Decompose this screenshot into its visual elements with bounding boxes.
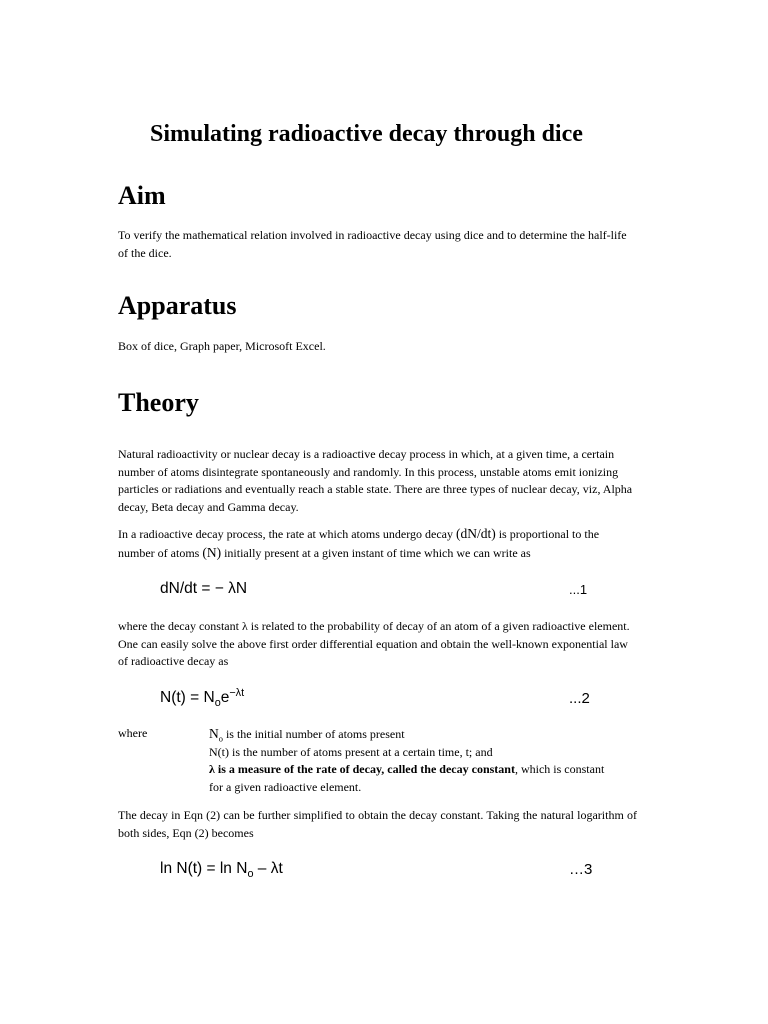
paragraph-text: is proportional to the number of atoms [118, 527, 600, 560]
apparatus-text: Box of dice, Graph paper, Microsoft Excel. [118, 339, 326, 353]
n0-subscript: o [218, 734, 223, 744]
paragraph-text: initially present at a given instant of time which we can write as [221, 545, 531, 560]
definition-text: is the initial number of atoms present [222, 727, 405, 741]
where-label: where [118, 726, 148, 740]
aim-heading: Aim [118, 181, 166, 210]
theory-paragraph-3: where the decay constant λ is related to the probability of decay of an atom of a given radioactive element. One can easily solve the above first order differential equation and obtain the well-known exponential law of radioactive decay as [118, 619, 630, 668]
n-symbol: (N) [202, 544, 222, 560]
equation-3 [160, 860, 283, 881]
eq3-lhs: ln N(t) = ln N [160, 860, 248, 877]
eq3-subscript: o [247, 868, 254, 881]
eq2-exponential: e [220, 689, 230, 706]
equation-3-number: …3 [569, 861, 593, 878]
document-title: Simulating radioactive decay through dice [150, 121, 583, 147]
theory-heading: Theory [118, 388, 199, 417]
equation-2 [160, 686, 245, 710]
definition-text: , which is constant [514, 762, 605, 776]
paragraph-text: In a radioactive decay process, the rate at which atoms undergo decay [118, 527, 456, 541]
definitions-list [209, 725, 639, 796]
eq2-lhs: N(t) = N [160, 689, 215, 706]
equation-1-number: ...1 [569, 582, 588, 597]
rate-symbol: (dN/dt) [455, 526, 496, 541]
definition-nt: N(t) is the number of atoms present at a certain time, t; and [209, 744, 493, 759]
theory-paragraph-1: Natural radioactivity or nuclear decay is a radioactive decay process in which, at a given time, a certain number of atoms disintegrate spontaneously and randomly. In this process, unstable atoms emit ionizing particles or radiations and eventually reach a stable state. There are three types of nuclear decay, viz, Alpha decay, Beta decay and Gamma decay. [118, 447, 633, 514]
eq2-superscript: −λt [229, 686, 245, 699]
theory-paragraph-4: The decay in Eqn (2) can be further simplified to obtain the decay constant. Taking the natural logarithm of both sides, Eqn (2) becomes [118, 808, 637, 840]
theory-paragraph-2 [118, 525, 637, 562]
definition-n0 [209, 725, 639, 744]
eq2-subscript: o [214, 697, 221, 710]
n0-symbol: N [209, 726, 219, 741]
definition-lambda [209, 761, 639, 779]
equation-1: dN/dt = − λN [160, 580, 248, 597]
apparatus-heading: Apparatus [118, 291, 237, 320]
definition-lambda-continued: for a given radioactive element. [209, 779, 362, 794]
equation-2-number: ...2 [569, 690, 590, 707]
aim-text: To verify the mathematical relation involved in radioactive decay using dice and to determine the half-life of the dice. [118, 228, 627, 260]
definition-bold-text: λ is a measure of the rate of decay, called the decay constant [209, 762, 515, 776]
eq3-rhs: – λt [253, 860, 283, 877]
